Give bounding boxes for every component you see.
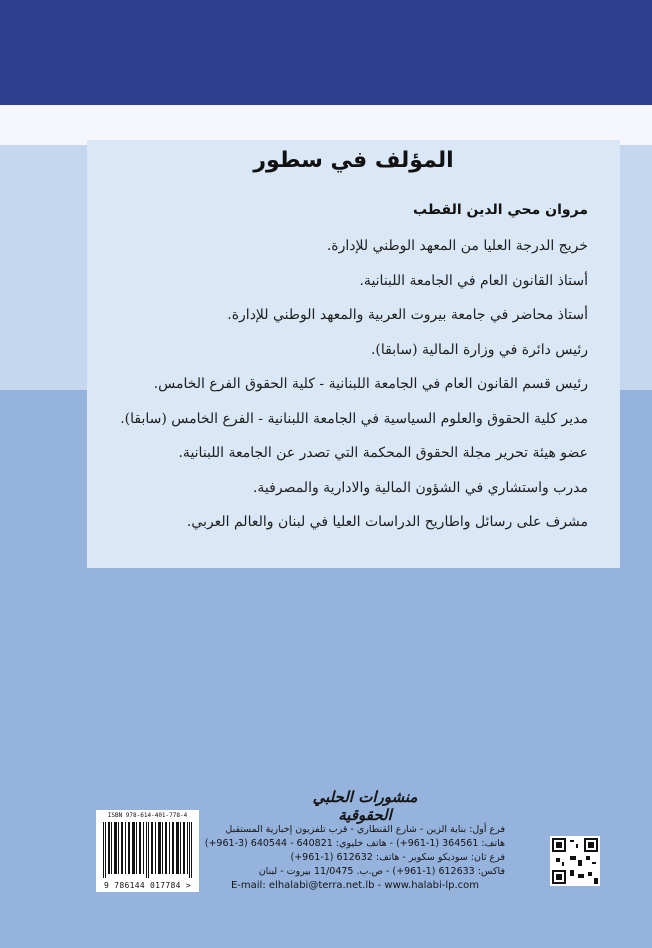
bio-item: رئيس دائرة في وزارة المالية (سابقا). xyxy=(370,341,588,358)
bio-item: مدير كلية الحقوق والعلوم السياسية في الجامعة اللبنانية - الفرع الخامس (سابقا). xyxy=(120,410,588,427)
publisher-branch-line: فرع ثان: سوديكو سكوير - هاتف: 612632 (1-961+) xyxy=(290,852,505,863)
bio-item: عضو هيئة تحرير مجلة الحقوق المحكمة التي تصدر عن الجامعة اللبنانية. xyxy=(178,445,588,461)
bio-item: أستاذ محاضر في جامعة بيروت العربية والمعهد الوطني للإدارة. xyxy=(227,307,588,323)
bio-item: خريج الدرجة العليا من المعهد الوطني للإدارة. xyxy=(326,238,588,254)
publisher-email-line: E-mail: elhalabi@terra.net.lb - www.halabi-lp.com xyxy=(230,880,479,891)
bio-item: رئيس قسم القانون العام في الجامعة اللبنانية - كلية الحقوق الفرع الخامس. xyxy=(153,376,588,392)
bio-item: أستاذ القانون العام في الجامعة اللبنانية. xyxy=(359,272,588,289)
barcode-digits: 9 786144 017784 > xyxy=(104,881,191,890)
author-name: مروان محي الدين القطب xyxy=(413,202,588,218)
panel-title: المؤلف في سطور xyxy=(253,148,454,173)
isbn-barcode xyxy=(96,810,199,892)
white-stripe xyxy=(0,105,652,145)
publisher-logo: منشورات الحلبي الحقوقية xyxy=(312,788,418,824)
isbn-number: ISBN 978-614-401-778-4 xyxy=(107,812,188,819)
barcode-bars xyxy=(101,822,194,878)
publisher-address-line: فرع أول: بناية الزين - شارع القنطاري - قرب تلفزيون إخبارية المستقبل xyxy=(225,824,505,835)
qr-code-graphic xyxy=(550,836,600,886)
bio-list xyxy=(118,236,588,547)
top-blue-band xyxy=(0,0,652,105)
bio-item: مدرب واستشاري في الشؤون المالية والادارية والمصرفية. xyxy=(252,479,588,496)
bio-item: مشرف على رسائل واطاريح الدراسات العليا في لبنان والعالم العربي. xyxy=(186,514,588,530)
author-panel xyxy=(87,140,620,568)
publisher-info xyxy=(205,823,505,893)
publisher-fax-line: فاكس: 612633 (1-961+) - ص.ب. 11/0475 بيروت - لبنان xyxy=(258,866,505,877)
publisher-phone-line: هاتف: 364561 (1-961+) - هاتف خليوي: 640821 - 640544 (3-961+) xyxy=(204,838,505,849)
qr-code xyxy=(550,836,600,886)
